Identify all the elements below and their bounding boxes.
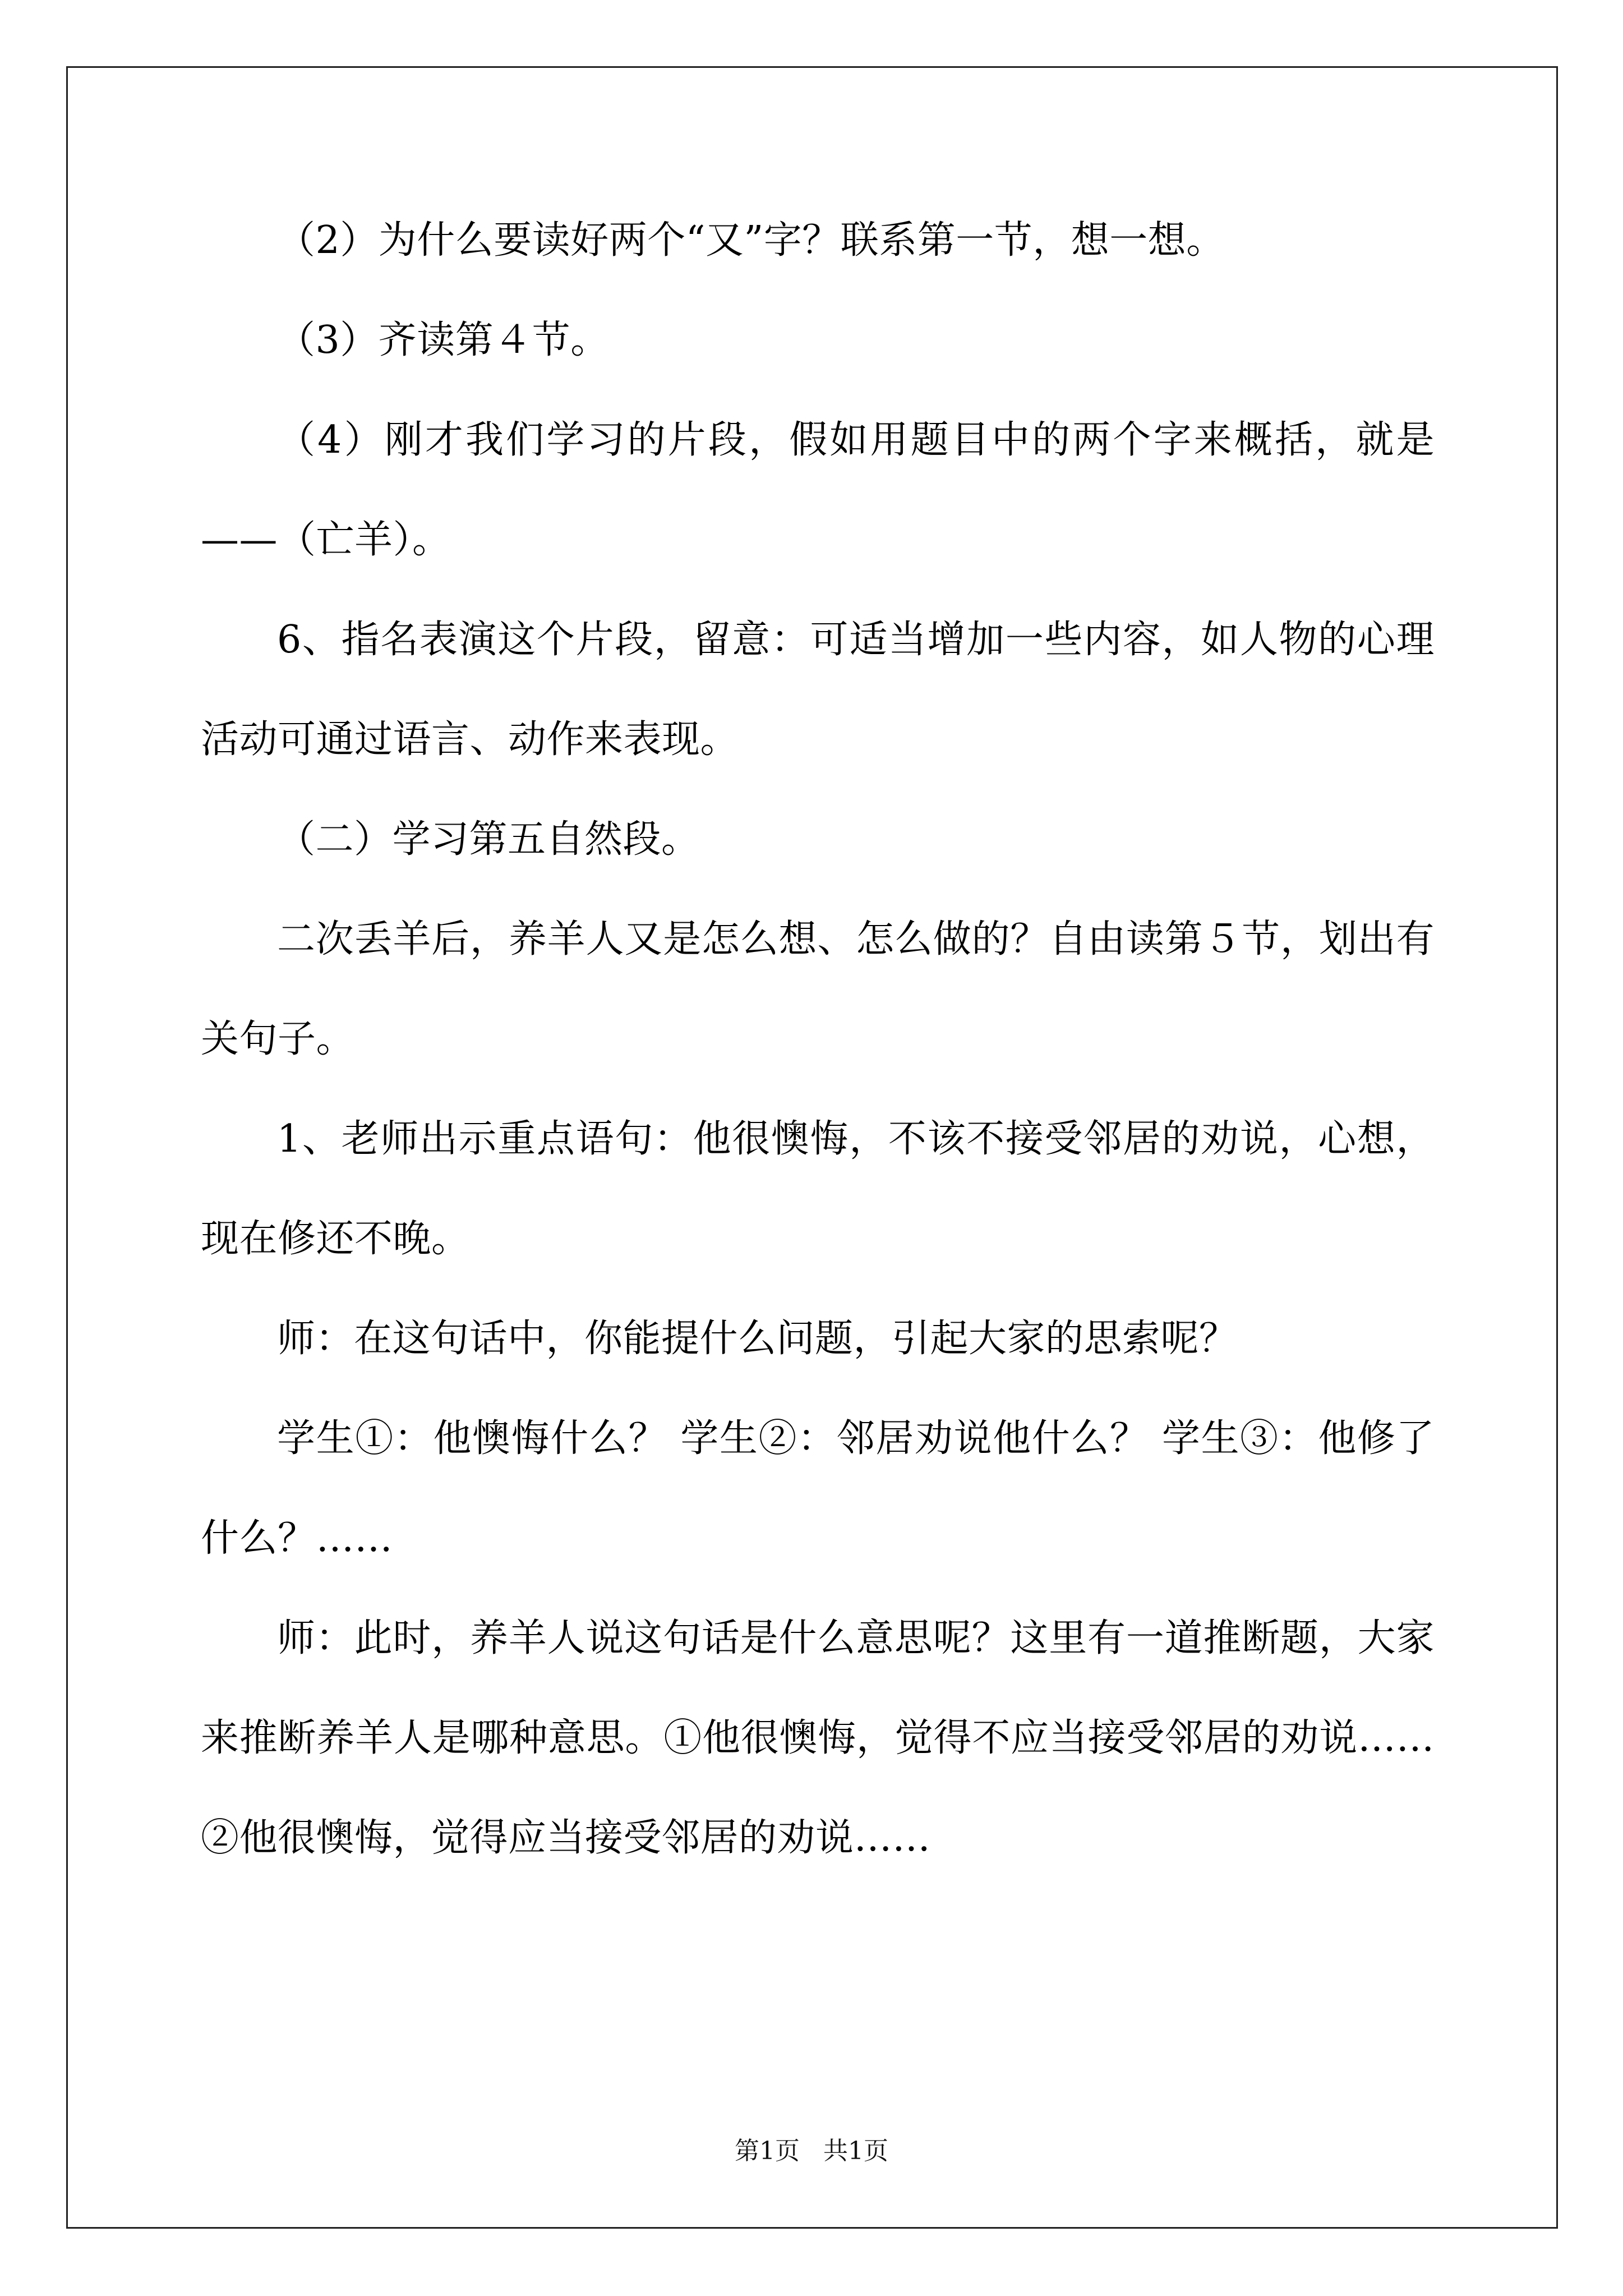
paragraph: 师：此时，养羊人说这句话是什么意思呢？这里有一道推断题，大家来推断养羊人是哪种意思。①他很懊悔，觉得不应当接受邻居的劝说……②他很懊悔，觉得应当接受邻居的劝说…… xyxy=(201,1616,1435,1860)
page-total: 共1页 xyxy=(823,2137,888,2165)
document-body xyxy=(201,191,1435,1888)
paragraph: 学生①：他懊悔什么？ 学生②：邻居劝说他什么？ 学生③：他修了什么？…… xyxy=(201,1416,1435,1561)
paragraph: 二次丢羊后，养羊人又是怎么想、怎么做的？自由读第５节，划出有关句子。 xyxy=(201,917,1435,1061)
paragraph: （4）刚才我们学习的片段，假如用题目中的两个字来概括，就是——（亡羊）。 xyxy=(201,418,1435,562)
page-number: 第1页 xyxy=(735,2137,800,2165)
paragraph: （二）学习第五自然段。 xyxy=(277,817,700,862)
paragraph: 6、指名表演这个片段，留意：可适当增加一些内容，如人物的心理活动可通过语言、动作来表现。 xyxy=(201,618,1435,762)
page-footer xyxy=(0,2131,1623,2166)
paragraph: 1、老师出示重点语句：他很懊悔，不该不接受邻居的劝说，心想，现在修还不晚。 xyxy=(201,1117,1435,1261)
paragraph: （3）齐读第４节。 xyxy=(277,318,609,362)
paragraph: （2）为什么要读好两个“又”字？联系第一节，想一想。 xyxy=(277,218,1225,263)
paragraph: 师：在这句话中，你能提什么问题，引起大家的思索呢？ xyxy=(277,1317,1238,1361)
